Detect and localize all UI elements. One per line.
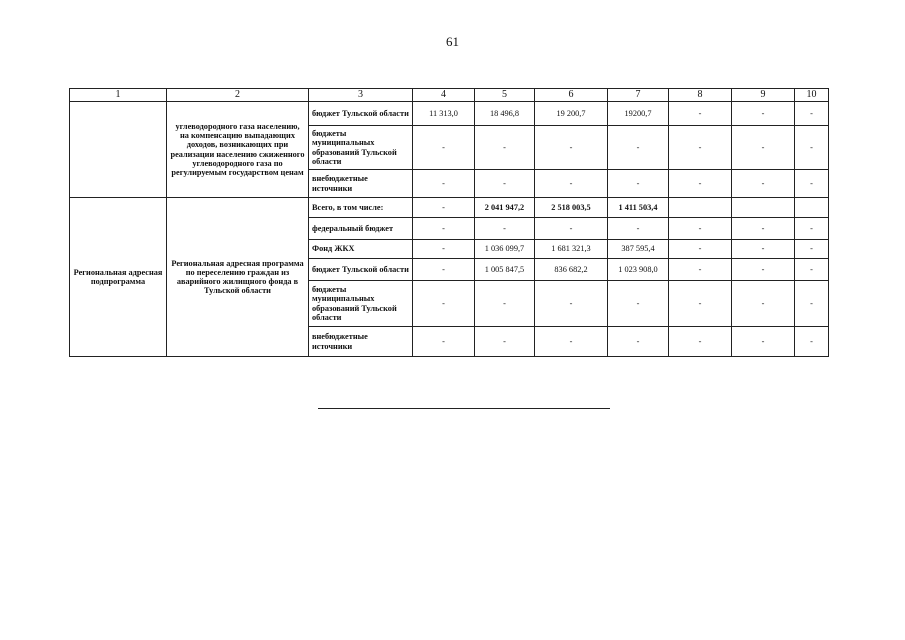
table-cell: - [475, 170, 535, 198]
table-cell: - [413, 259, 475, 281]
table-cell: - [608, 218, 669, 240]
table-cell: - [413, 327, 475, 357]
section-a-measure: углеводородного газа населению, на компенсацию выпадающих доходов, возникающих при реализации населению сжиженного углеводородного газа по регулируемым государством ценам [167, 102, 309, 198]
column-header: 1 [70, 89, 167, 102]
funding-source: внебюджетные источники [309, 327, 413, 357]
table-cell: 1 005 847,5 [475, 259, 535, 281]
section-a-subprogram [70, 102, 167, 198]
funding-source: бюджеты муниципальных образований Тульской области [309, 126, 413, 170]
funding-source: Всего, в том числе: [309, 198, 413, 218]
table-cell: - [795, 259, 829, 281]
table-cell: - [795, 126, 829, 170]
table-cell: 836 682,2 [535, 259, 608, 281]
table-cell: 1 023 908,0 [608, 259, 669, 281]
table-cell: - [732, 218, 795, 240]
column-header: 2 [167, 89, 309, 102]
table-cell: - [732, 102, 795, 126]
column-header: 5 [475, 89, 535, 102]
table-cell [669, 198, 732, 218]
table-cell: - [669, 218, 732, 240]
table-cell: - [669, 126, 732, 170]
table-cell: - [608, 126, 669, 170]
table-cell: - [795, 170, 829, 198]
table-cell [732, 198, 795, 218]
table-cell: 1 036 099,7 [475, 240, 535, 259]
table-cell: - [669, 259, 732, 281]
table-cell: - [795, 281, 829, 327]
end-of-table-rule [318, 408, 610, 409]
table-cell: - [535, 126, 608, 170]
funding-source: бюджет Тульской области [309, 259, 413, 281]
table-cell: 11 313,0 [413, 102, 475, 126]
table-cell: - [475, 327, 535, 357]
table-cell: - [669, 327, 732, 357]
column-header: 6 [535, 89, 608, 102]
table-cell: - [413, 170, 475, 198]
funding-source: Фонд ЖКХ [309, 240, 413, 259]
table-cell: - [413, 126, 475, 170]
table-cell: - [732, 126, 795, 170]
table-cell: 387 595,4 [608, 240, 669, 259]
table-cell: - [413, 198, 475, 218]
table-cell: - [475, 126, 535, 170]
table-cell: - [732, 240, 795, 259]
table-cell: - [795, 327, 829, 357]
table-row [70, 102, 829, 126]
funding-source: бюджеты муниципальных образований Тульской области [309, 281, 413, 327]
table-cell: - [795, 218, 829, 240]
section-b-subprogram: Региональная адресная подпрограмма [70, 198, 167, 357]
funding-source: федеральный бюджет [309, 218, 413, 240]
table-row [70, 198, 829, 218]
table-cell: - [608, 281, 669, 327]
table-cell: 19 200,7 [535, 102, 608, 126]
table-cell: - [669, 240, 732, 259]
column-header: 3 [309, 89, 413, 102]
table-cell: 1 411 503,4 [608, 198, 669, 218]
table-cell: - [732, 259, 795, 281]
column-header: 7 [608, 89, 669, 102]
table-cell: - [475, 281, 535, 327]
table-cell: - [732, 327, 795, 357]
column-header: 8 [669, 89, 732, 102]
table-cell: 2 518 003,5 [535, 198, 608, 218]
funding-source: внебюджетные источники [309, 170, 413, 198]
table-cell: - [669, 170, 732, 198]
table-cell: - [608, 170, 669, 198]
table-cell: - [535, 281, 608, 327]
table-cell: - [535, 170, 608, 198]
table-cell: - [535, 218, 608, 240]
table-cell: - [795, 240, 829, 259]
table-cell: - [475, 218, 535, 240]
table-cell: - [669, 102, 732, 126]
section-b-measure: Региональная адресная программа по переселению граждан из аварийного жилищного фонда в Тульской области [167, 198, 309, 357]
table-cell: 2 041 947,2 [475, 198, 535, 218]
table-cell: - [669, 281, 732, 327]
budget-table [69, 88, 829, 357]
column-header: 10 [795, 89, 829, 102]
table-header-row [70, 89, 829, 102]
funding-source: бюджет Тульской области [309, 102, 413, 126]
table-cell [795, 198, 829, 218]
table-cell: 19200,7 [608, 102, 669, 126]
table-cell: - [608, 327, 669, 357]
page-number: 61 [446, 34, 459, 49]
column-header: 9 [732, 89, 795, 102]
table-cell: - [535, 327, 608, 357]
table-cell: - [413, 281, 475, 327]
column-header: 4 [413, 89, 475, 102]
table-cell: 1 681 321,3 [535, 240, 608, 259]
table-cell: - [413, 240, 475, 259]
table-cell: - [413, 218, 475, 240]
table-cell: - [732, 170, 795, 198]
table-cell: - [732, 281, 795, 327]
table-cell: - [795, 102, 829, 126]
table-cell: 18 496,8 [475, 102, 535, 126]
